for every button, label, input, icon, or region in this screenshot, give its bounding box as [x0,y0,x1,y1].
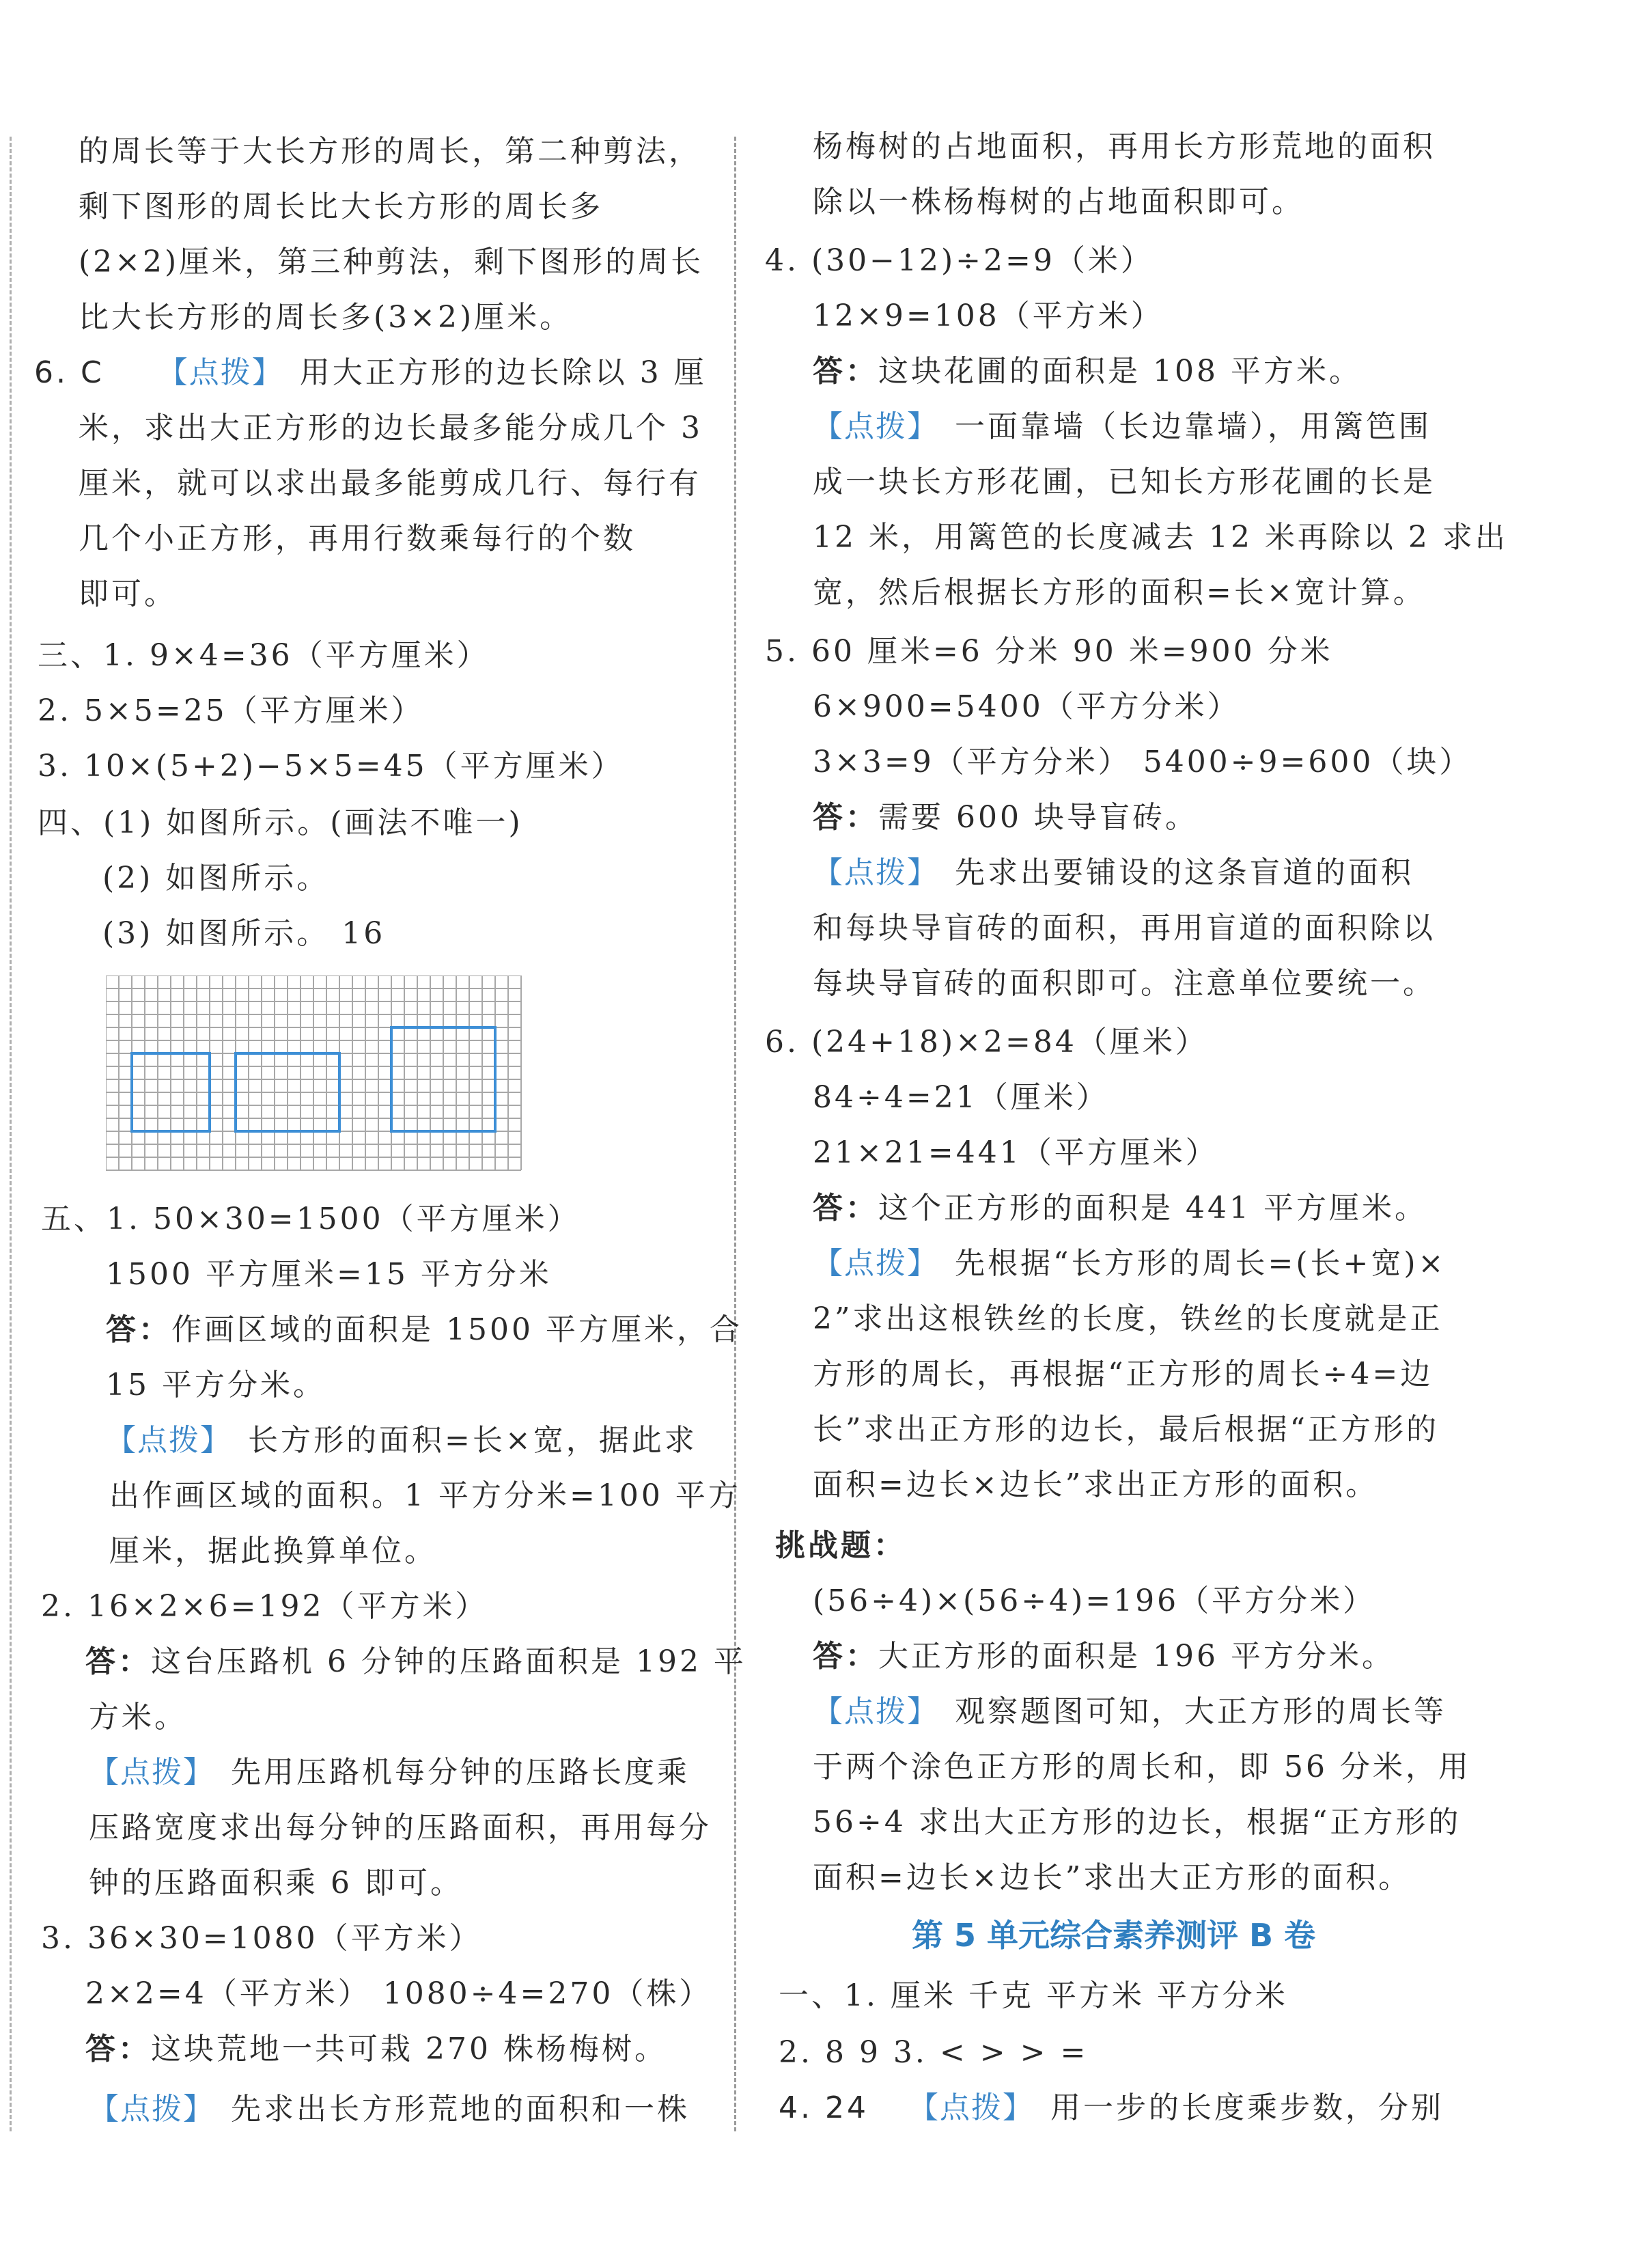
text-line: 2. 5×5=25（平方厘米） [38,693,424,728]
answer-text: 这台压路机 6 分钟的压路面积是 192 平 [151,1644,746,1679]
text-line: 3. 36×30=1080（平方米） [41,1921,482,1956]
answer-text: 作画区域的面积是 1500 平方厘米，合 [171,1312,742,1347]
tip-label: 【点拨】 [813,1246,938,1281]
section-heading: 挑战题： [775,1528,906,1563]
answer-label: 答： [813,1191,878,1226]
text-line: 米，求出大正方形的边长最多能分成几个 3 [79,411,703,445]
text-line: 6×900=5400（平方分米） [813,689,1240,724]
text-line: (2×2)厘米，第三种剪法，剩下图形的周长 [79,245,704,279]
answer-text: 需要 600 块导盲砖。 [878,800,1198,835]
answer-line [85,2029,667,2070]
answer-item-6 [34,352,707,393]
tip-line [106,1420,697,1461]
text-line: 方形的周长，再根据“正方形的周长÷4=边 [813,1357,1434,1392]
text-line: 2. 16×2×6=192（平方米） [41,1589,488,1624]
tip-text: 先求出要铺设的这条盲道的面积 [955,855,1414,890]
left-margin-rule [10,137,12,2131]
grid-figure [106,976,543,1178]
answer-label: 答： [85,1644,151,1679]
text-line: 15 平方分米。 [106,1368,326,1402]
text-line: 剩下图形的周长比大长方形的周长多 [79,189,603,224]
tip-line [813,406,1431,447]
answer-item-4 [779,2088,1444,2129]
text-line: 比大长方形的周长多(3×2)厘米。 [79,300,573,335]
tip-label: 【点拨】 [106,1423,232,1458]
text-line: 五、1. 50×30=1500（平方厘米） [41,1202,581,1236]
answer-line [813,1636,1395,1677]
text-line: 一、1. 厘米 千克 平方米 平方分米 [779,1978,1288,2013]
tip-line [813,1691,1447,1732]
column-divider [734,137,736,2131]
answer-line [106,1310,742,1351]
answer-label: 答： [813,354,878,389]
text-line: 即可。 [79,577,177,611]
tip-text: 用大正方形的边长除以 3 厘 [299,355,707,390]
text-line: 12×9=108（平方米） [813,299,1164,333]
answer-label: 答： [85,2032,151,2066]
text-line: 杨梅树的占地面积，再用长方形荒地的面积 [813,129,1436,164]
text-line: 84÷4=21（厘米） [813,1080,1109,1115]
tip-label: 【点拨】 [908,2090,1034,2125]
tip-line [813,1243,1446,1284]
tip-text: 先用压路机每分钟的压路长度乘 [231,1755,690,1790]
answer-label: 答： [106,1312,171,1347]
unit-title: 第 5 单元综合素养测评 B 卷 [912,1917,1316,1954]
tip-text: 先根据“长方形的周长=(长+宽)× [955,1246,1447,1281]
text-line: 于两个涂色正方形的周长和，即 56 分米，用 [813,1750,1471,1784]
text-line: (2) 如图所示。 [102,861,330,896]
answer-line [813,351,1362,392]
answer-line [813,797,1198,838]
text-line: 3. 10×(5+2)−5×5=45（平方厘米） [38,749,624,784]
tip-label: 【点拨】 [813,1694,938,1729]
text-line: 面积=边长×边长”求出大正方形的面积。 [813,1860,1412,1895]
text-line: 出作画区域的面积。1 平方分米=100 平方 [109,1478,741,1513]
answer-text: 这个正方形的面积是 441 平方厘米。 [878,1191,1427,1226]
text-line: 6. (24+18)×2=84（厘米） [765,1025,1208,1060]
tip-text: 观察题图可知，大正方形的周长等 [955,1694,1447,1729]
text-line: 56÷4 求出大正方形的边长，根据“正方形的 [813,1805,1462,1840]
text-line: 面积=边长×边长”求出正方形的面积。 [813,1467,1379,1502]
answer-line [85,1642,746,1683]
text-line: 三、1. 9×4=36（平方厘米） [38,638,490,673]
tip-text: 一面靠墙（长边靠墙），用篱笆围 [955,409,1431,444]
text-line: 2”求出这根铁丝的长度，铁丝的长度就是正 [813,1301,1443,1336]
tip-label: 【点拨】 [813,855,938,890]
tip-text: 用一步的长度乘步数，分别 [1050,2090,1444,2125]
tip-text: 先求出长方形荒地的面积和一株 [231,2092,690,2127]
text-line: 21×21=441（平方厘米） [813,1135,1218,1170]
text-line: 和每块导盲砖的面积，再用盲道的面积除以 [813,911,1436,945]
text-line: 4. (30−12)÷2=9（米） [765,243,1154,278]
tip-label: 【点拨】 [89,1755,214,1790]
text-line: 除以一株杨梅树的占地面积即可。 [813,184,1304,219]
tip-line [89,2089,690,2130]
text-line: 四、(1) 如图所示。(画法不唯一) [38,805,523,840]
item-number: 4. 24 [779,2090,869,2125]
text-line: (56÷4)×(56÷4)=196（平方分米） [813,1584,1376,1618]
tip-line [813,853,1414,894]
text-line: 2. 8 9 3. < > > = [779,2035,1089,2070]
tip-line [89,1752,690,1793]
answer-label: 答： [813,1639,878,1674]
text-line: (3) 如图所示。 16 [102,916,386,951]
text-line: 的周长等于大长方形的周长，第二种剪法， [79,134,701,169]
text-line: 厘米，据此换算单位。 [109,1534,437,1568]
text-line: 压路宽度求出每分钟的压路面积，再用每分 [89,1810,712,1845]
text-line: 3×3=9（平方分米） 5400÷9=600（块） [813,745,1472,779]
item-number: 6. C [34,355,104,390]
grid-lines [106,976,521,1170]
text-line: 每块导盲砖的面积即可。注意单位要统一。 [813,966,1436,1001]
tip-label: 【点拨】 [813,409,938,444]
text-line: 2×2=4（平方米） 1080÷4=270（株） [85,1976,712,2011]
tip-text: 长方形的面积=长×宽，据此求 [248,1423,697,1458]
answer-text: 这块荒地一共可栽 270 株杨梅树。 [151,2032,667,2066]
answer-label: 答： [813,800,878,835]
text-line: 宽，然后根据长方形的面积=长×宽计算。 [813,575,1426,610]
text-line: 1500 平方厘米=15 平方分米 [106,1257,552,1292]
text-line: 成一块长方形花圃，已知长方形花圃的长是 [813,465,1436,499]
answer-line [813,1188,1427,1229]
text-line: 方米。 [89,1700,187,1734]
text-line: 几个小正方形，再用行数乘每行的个数 [79,521,636,556]
tip-label: 【点拨】 [157,355,283,390]
answer-text: 大正方形的面积是 196 平方分米。 [878,1639,1395,1674]
text-line: 厘米，就可以求出最多能剪成几行、每行有 [79,466,701,501]
text-line: 12 米，用篱笆的长度减去 12 米再除以 2 求出 [813,520,1508,555]
text-line: 长”求出正方形的边长，最后根据“正方形的 [813,1412,1439,1447]
answer-text: 这块花圃的面积是 108 平方米。 [878,354,1362,389]
tip-label: 【点拨】 [89,2092,214,2127]
text-line: 钟的压路面积乘 6 即可。 [89,1866,463,1900]
text-line: 5. 60 厘米=6 分米 90 米=900 分米 [765,634,1333,669]
